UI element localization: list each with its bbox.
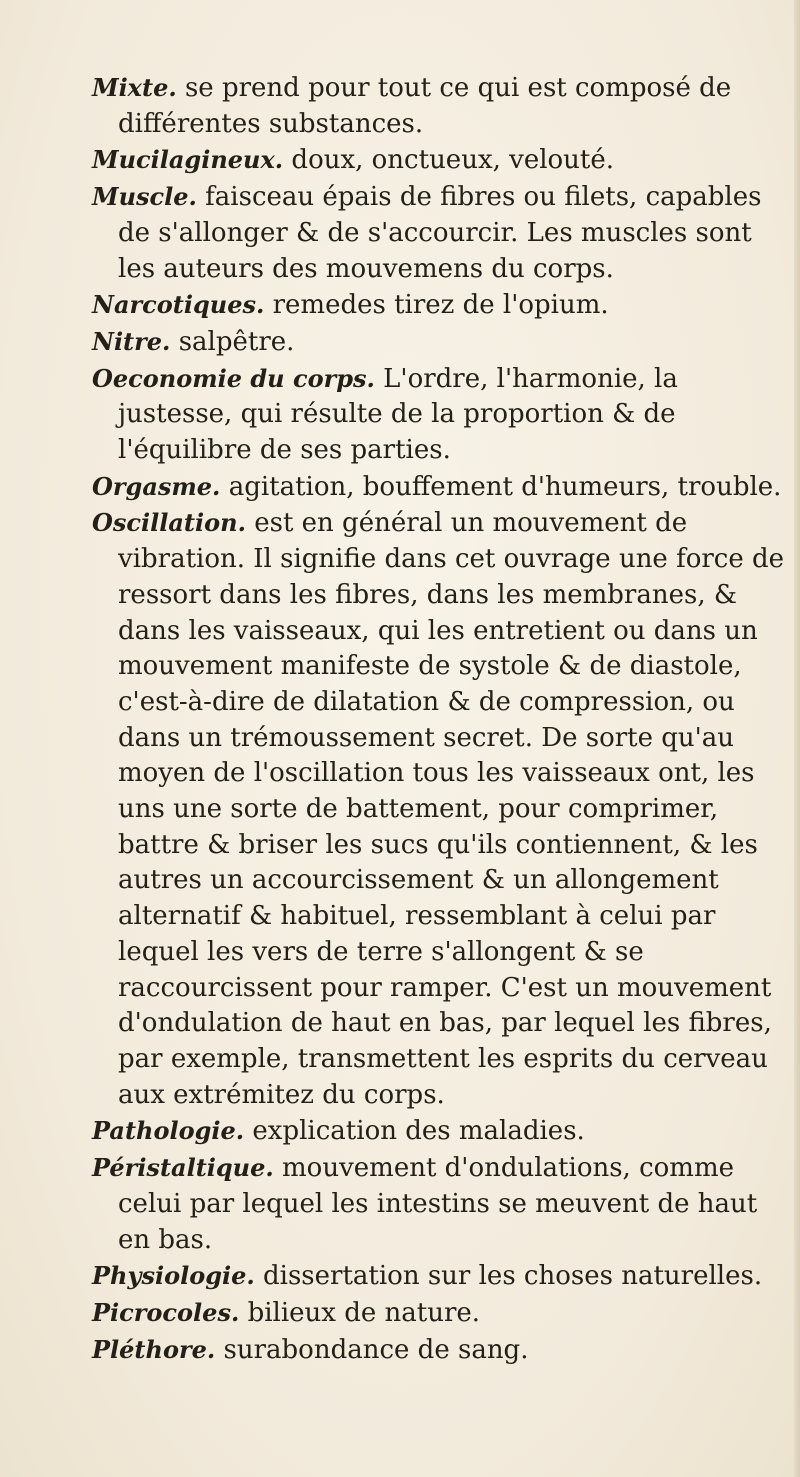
- entry-definition: dissertation sur les choses naturelles.: [263, 1261, 763, 1292]
- glossary-entry: [92, 179, 792, 287]
- page-edge: [794, 0, 800, 1477]
- entry-definition: est en général un mouvement de vibration. Il signifie dans cet ouvrage une force de ressort dans les fibres, dans les membranes, & dans les vaisseaux, qui les entretient ou dans un mouvement manifeste de systole & de diastole, c'est-à-dire de dilatation & de compression, ou dans un trémoussement secret. De sorte qu'au moyen de l'oscillation tous les vaisseaux ont, les uns une sorte de battement, pour comprimer, battre & briser les sucs qu'ils contiennent, & les autres un accourcissement & un allongement alternatif & habituel, ressemblant à celui par lequel les vers de terre s'allongent & se raccourcissent pour ramper. C'est un mouvement d'ondulation de haut en bas, par lequel les fibres, par exemple, transmettent les esprits du cerveau aux extrémitez du corps.: [118, 508, 785, 1110]
- entry-term: Mixte.: [92, 73, 177, 102]
- entry-term: Muscle.: [92, 182, 197, 212]
- entry-term: Orgasme.: [92, 471, 221, 501]
- glossary-entry: [92, 324, 792, 361]
- entry-definition: L'ordre, l'harmonie, la justesse, qui résulte de la proportion & de l'équilibre de ses parties.: [118, 363, 678, 466]
- glossary-entry: [92, 70, 792, 142]
- entry-definition: salpêtre.: [178, 326, 295, 357]
- glossary-list: [92, 70, 792, 1368]
- entry-definition: explication des maladies.: [252, 1116, 585, 1147]
- entry-term: Pathologie.: [92, 1116, 245, 1146]
- glossary-entry: [92, 1295, 792, 1332]
- entry-term: Mucilagineux.: [92, 145, 284, 175]
- glossary-entry: [92, 1150, 792, 1258]
- glossary-entry: [92, 1113, 792, 1150]
- glossary-entry: [92, 142, 792, 179]
- entry-term: Pléthore.: [92, 1334, 216, 1364]
- entry-term: Picrocoles.: [92, 1297, 240, 1327]
- glossary-entry: [92, 1258, 792, 1295]
- entry-definition: se prend pour tout ce qui est composé de différentes substances.: [118, 73, 732, 139]
- glossary-entry: [92, 469, 792, 506]
- entry-definition: mouvement d'ondulations, comme celui par lequel les intestins se meuvent de haut en bas.: [118, 1153, 758, 1255]
- entry-term: Oscillation.: [92, 508, 246, 538]
- glossary-entry: [92, 361, 792, 469]
- entry-definition: remedes tirez de l'opium.: [272, 290, 609, 321]
- entry-definition: surabondance de sang.: [223, 1334, 529, 1365]
- entry-definition: bilieux de nature.: [247, 1297, 481, 1328]
- entry-term: Péristaltique.: [92, 1153, 274, 1183]
- entry-definition: faisceau épais de fibres ou filets, capables de s'allonger & de s'accourcir. Les muscles sont les auteurs des mouvemens du corps.: [118, 182, 762, 284]
- glossary-entry: [92, 287, 792, 324]
- entry-definition: doux, onctueux, velouté.: [291, 145, 615, 176]
- entry-term: Oeconomie du corps.: [92, 363, 375, 393]
- glossary-entry: [92, 505, 792, 1113]
- entry-term: Narcotiques.: [92, 290, 265, 320]
- entry-term: Nitre.: [92, 326, 171, 356]
- entry-term: Physiologie.: [92, 1261, 255, 1291]
- entry-definition: agitation, bouffement d'humeurs, trouble.: [228, 471, 782, 502]
- glossary-entry: [92, 1332, 792, 1369]
